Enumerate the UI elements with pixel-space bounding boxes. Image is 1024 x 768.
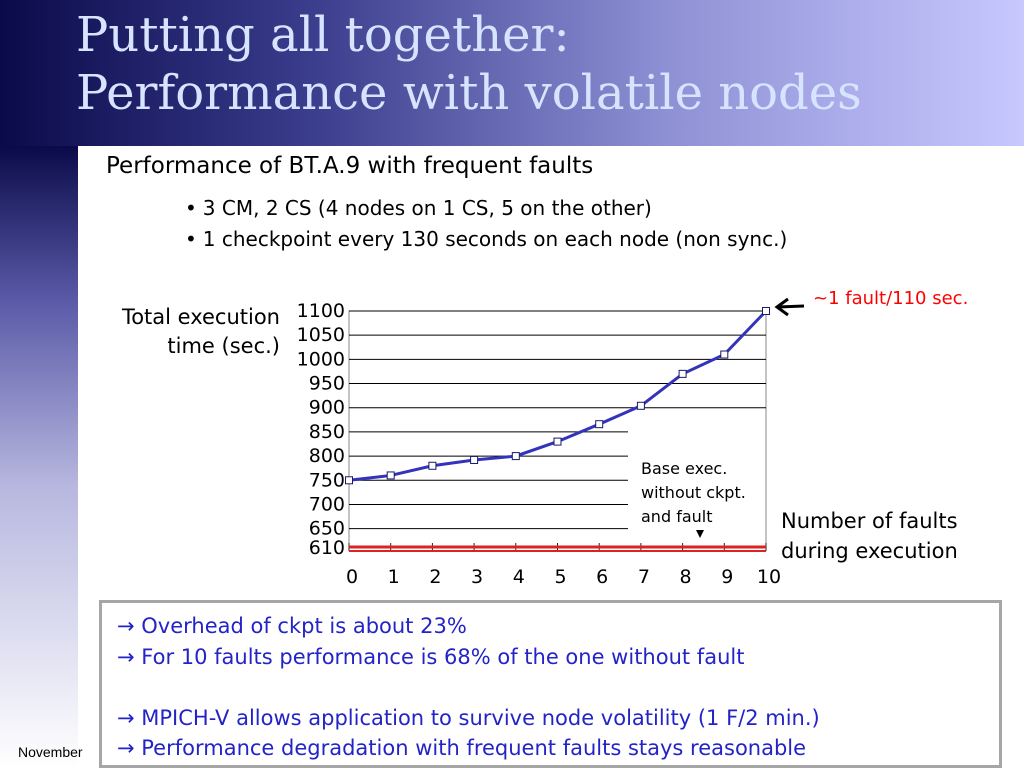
- data-point: [346, 477, 353, 484]
- y-axis-label-line-1: Total execution: [121, 305, 280, 329]
- data-point: [637, 402, 644, 409]
- fault-rate-annotation: ~1 fault/110 sec.: [813, 288, 969, 309]
- bullet-text: 1 checkpoint every 130 seconds on each node (non sync.): [202, 227, 788, 251]
- x-axis-label-line-2: during execution: [781, 539, 958, 563]
- y-tick-label: 650: [308, 517, 345, 540]
- slide-title-line-1: Putting all together:: [76, 7, 570, 63]
- data-point: [512, 453, 519, 460]
- y-tick-label: 900: [308, 396, 345, 419]
- x-axis-label: [781, 506, 958, 566]
- y-tick-label: 1100: [296, 300, 345, 322]
- y-tick-label: 700: [308, 493, 345, 516]
- x-tick-label: 1: [387, 566, 400, 588]
- data-point: [763, 308, 770, 315]
- conclusion-line: → For 10 faults performance is 68% of the one without fault: [117, 644, 745, 669]
- data-point: [387, 472, 394, 479]
- footer-date: November: [18, 744, 83, 760]
- conclusion-line: → Overhead of ckpt is about 23%: [117, 614, 467, 638]
- y-tick-label: 610: [308, 537, 345, 559]
- conclusion-line: → MPICH-V allows application to survive node volatility (1 F/2 min.): [117, 705, 820, 730]
- conclusion-line: → Performance degradation with frequent faults stays reasonable: [117, 736, 807, 760]
- subtitle: Performance of BT.A.9 with frequent faults: [106, 153, 594, 179]
- x-tick-label: 9: [721, 566, 734, 588]
- base-label-line: Base exec.: [641, 459, 728, 478]
- annotation-arrow: [778, 306, 804, 307]
- y-tick-label: 750: [308, 469, 345, 492]
- bullet-dot: •: [185, 196, 197, 220]
- conclusions-box: [99, 600, 1002, 768]
- bullet-dot: •: [185, 227, 197, 251]
- x-tick-label: 5: [554, 566, 567, 588]
- x-tick-label: 7: [637, 566, 650, 588]
- x-tick-label: 10: [756, 566, 782, 588]
- data-point: [596, 421, 603, 428]
- y-tick-label: 1050: [296, 324, 345, 347]
- data-point: [471, 456, 478, 463]
- data-point: [554, 438, 561, 445]
- base-execution-label: [641, 457, 746, 529]
- data-point: [721, 351, 728, 358]
- y-tick-label: 800: [308, 445, 345, 468]
- x-tick-label: 3: [471, 566, 484, 588]
- base-label-line: and fault: [641, 507, 713, 526]
- y-tick-label: 950: [308, 372, 345, 395]
- x-tick-label: 0: [345, 566, 359, 588]
- base-label-line: without ckpt.: [641, 483, 746, 502]
- y-axis-label-line-2: time (sec.): [167, 334, 280, 358]
- x-tick-label: 8: [679, 566, 692, 588]
- slide-title-line-2: Performance with volatile nodes: [76, 65, 862, 121]
- y-tick-label: 850: [308, 420, 345, 443]
- data-point: [679, 370, 686, 377]
- bullet-text: 3 CM, 2 CS (4 nodes on 1 CS, 5 on the other): [202, 196, 652, 220]
- x-tick-label: 2: [429, 566, 442, 588]
- y-tick-label: 1000: [296, 348, 345, 371]
- data-point: [429, 462, 436, 469]
- x-axis-label-line-1: Number of faults: [781, 509, 958, 533]
- x-tick-label: 6: [596, 566, 609, 588]
- x-tick-label: 4: [512, 566, 525, 588]
- conclusion-line: [117, 672, 989, 703]
